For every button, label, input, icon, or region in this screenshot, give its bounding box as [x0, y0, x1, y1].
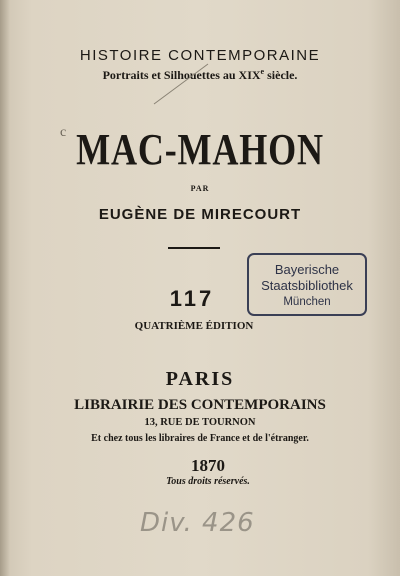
- imprint-address: 13, RUE DE TOURNON: [144, 417, 256, 428]
- imprint-year: 1870: [191, 456, 225, 475]
- stamp-line-1: Bayerische: [274, 262, 340, 277]
- imprint-city: PARIS: [165, 368, 235, 390]
- stamp-line-3: München: [283, 296, 331, 308]
- series-subtitle-main: Portraits et Silhouettes au XIX: [102, 68, 261, 82]
- pencil-stroke-mark: [150, 60, 210, 110]
- by-label: PAR: [190, 184, 210, 193]
- series-title: HISTOIRE CONTEMPORAINE: [79, 47, 321, 64]
- volume-number: 117: [169, 286, 215, 311]
- imprint-publisher: LIBRAIRIE DES CONTEMPORAINS: [74, 397, 326, 413]
- margin-pencil-mark: c: [60, 125, 67, 140]
- author-name: EUGÈNE DE MIRECOURT: [98, 206, 302, 223]
- pencil-shelfmark: Div. 426: [140, 508, 255, 538]
- series-subtitle-sup: e: [260, 67, 265, 76]
- rights-notice: Tous droits réservés.: [166, 476, 250, 487]
- imprint-sellers: Et chez tous les libraires de France et de l'étranger.: [91, 433, 309, 444]
- divider-rule: [168, 247, 220, 249]
- book-title: MAC-MAHON: [76, 125, 324, 174]
- series-subtitle-end: siècle.: [264, 68, 298, 82]
- stamp-line-2: Staatsbibliothek: [261, 278, 353, 293]
- edition-label: QUATRIÈME ÉDITION: [134, 320, 254, 332]
